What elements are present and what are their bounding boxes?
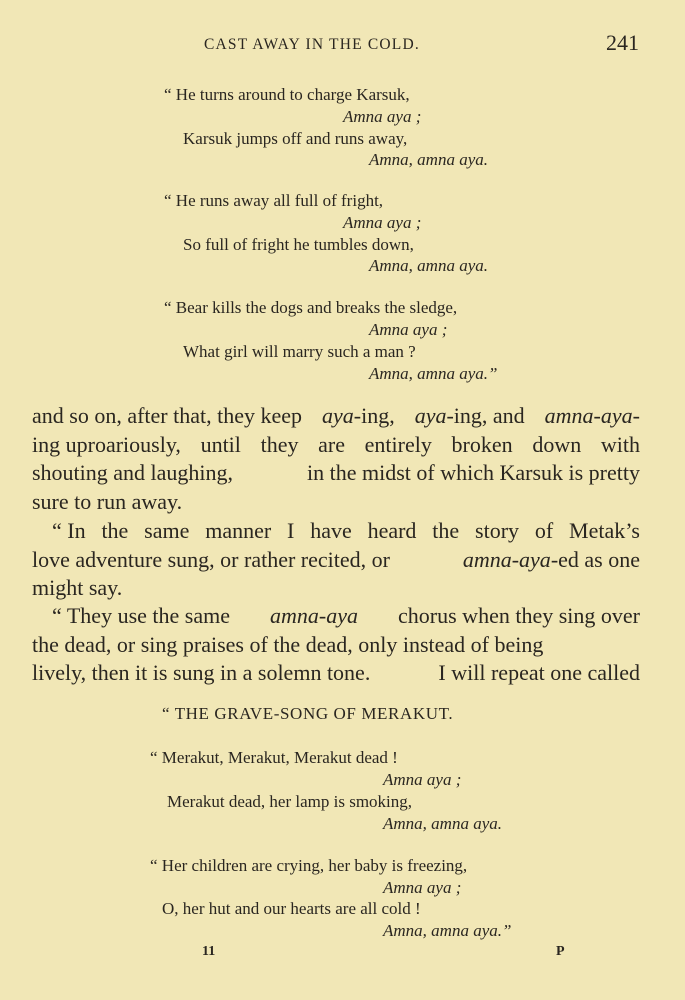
verse-line: What girl will marry such a man ? xyxy=(183,342,416,361)
refrain-line: Amna aya ; xyxy=(343,213,422,232)
signature-mark: 11 xyxy=(202,944,216,959)
refrain-line: Amna, amna aya.” xyxy=(369,364,498,383)
prose-line: “ In the same manner I have heard the story of Metak’s xyxy=(52,518,640,543)
verse-line: “ He runs away all full of fright, xyxy=(164,191,384,210)
refrain-line: Amna, amna aya. xyxy=(383,814,502,833)
prose-line: shouting and laughing, in the midst of which Karsuk is pretty xyxy=(32,460,640,486)
prose-paragraph-2 xyxy=(32,517,640,603)
verse-line: Karsuk jumps off and runs away, xyxy=(183,129,408,148)
refrain-line: Amna aya ; xyxy=(369,320,448,339)
verse-line: O, her hut and our hearts are all cold ! xyxy=(162,899,421,918)
prose-line: “ They use the same amna-aya chorus when they sing over xyxy=(52,603,640,628)
prose-line: ing uproariously, until they are entirely broken down with xyxy=(32,431,640,457)
refrain-line: Amna, amna aya. xyxy=(369,256,488,275)
refrain-line: Amna aya ; xyxy=(343,107,422,126)
verse-line: So full of fright he tumbles down, xyxy=(183,235,414,254)
verse-line: “ Her children are crying, her baby is freezing, xyxy=(150,856,468,875)
verse-line: “ Bear kills the dogs and breaks the sledge, xyxy=(164,298,458,317)
verse-line: “ He turns around to charge Karsuk, xyxy=(164,85,410,104)
prose-line: might say. xyxy=(32,575,123,601)
prose-paragraph-3 xyxy=(32,602,640,688)
grave-song-title: “ THE GRAVE-SONG OF MERAKUT. xyxy=(162,704,454,723)
page-number: 241 xyxy=(606,30,639,55)
refrain-line: Amna, amna aya. xyxy=(369,150,488,169)
refrain-line: Amna, amna aya.” xyxy=(383,921,512,940)
prose-line: sure to run away. xyxy=(32,488,183,514)
prose-line: and so on, after that, they keep aya-ing, aya-ing, and amna-aya- xyxy=(32,403,640,428)
verse-line: Merakut dead, her lamp is smoking, xyxy=(167,792,413,811)
running-title: CAST AWAY IN THE COLD. xyxy=(204,36,420,53)
prose-line: love adventure sung, or rather recited, or amna-aya-ed as one xyxy=(32,546,640,572)
gathering-mark: P xyxy=(556,944,565,959)
refrain-line: Amna aya ; xyxy=(383,878,462,897)
prose-line: the dead, or sing praises of the dead, only instead of being xyxy=(32,631,544,657)
verse-line: “ Merakut, Merakut, Merakut dead ! xyxy=(150,748,398,767)
prose-line: lively, then it is sung in a solemn tone. I will repeat one called xyxy=(32,660,640,686)
refrain-line: Amna aya ; xyxy=(383,770,462,789)
prose-paragraph-1 xyxy=(32,402,640,516)
